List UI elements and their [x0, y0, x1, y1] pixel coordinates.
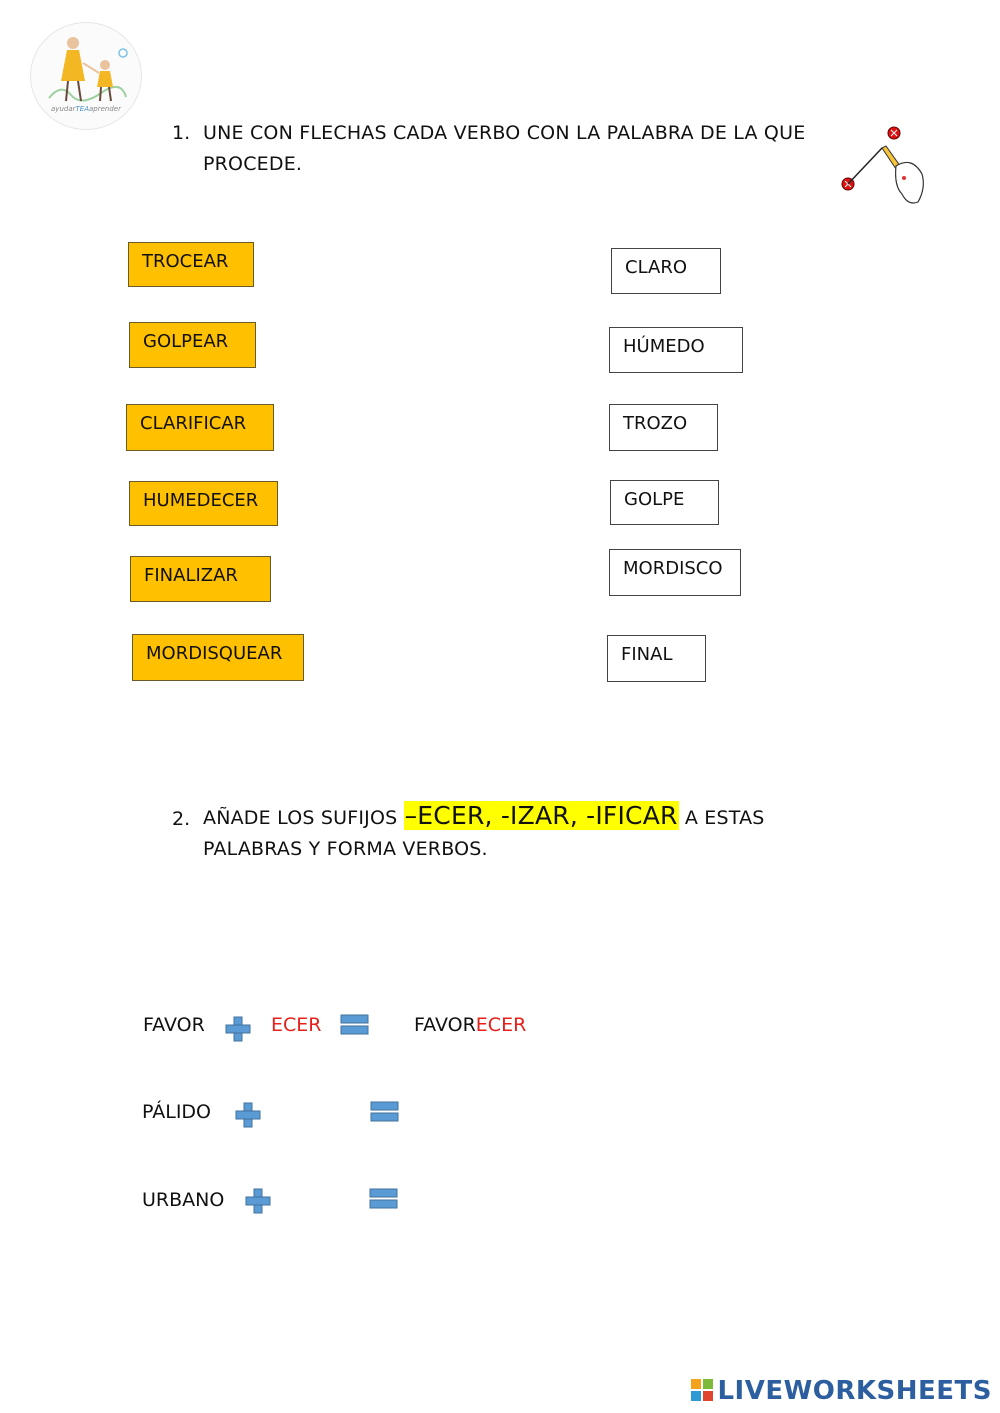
verb-box-trocear[interactable]: TROCEAR: [128, 242, 254, 287]
word-box-claro[interactable]: CLARO: [611, 248, 721, 294]
equals-icon: [370, 1100, 400, 1124]
row-2-word: PÁLIDO: [142, 1101, 212, 1123]
row-1-word: FAVOR: [143, 1014, 205, 1036]
logo-caption: ayudarTEAaprender: [51, 105, 121, 113]
liveworksheets-brand-text: LIVEWORKSHEETS: [717, 1376, 992, 1406]
row-3-word: URBANO: [142, 1189, 225, 1211]
logo: [30, 22, 142, 130]
liveworksheets-logo-icon: [691, 1379, 713, 1401]
question-2-text: [203, 800, 765, 865]
verb-box-mordisquear[interactable]: MORDISQUEAR: [132, 634, 304, 681]
plus-icon: [235, 1102, 261, 1128]
row-3-result-input[interactable]: [414, 1189, 564, 1215]
suffixes-highlight: –ECER, -IZAR, -IFICAR: [404, 801, 678, 830]
logo-image: [31, 23, 141, 129]
plus-icon: [245, 1188, 271, 1214]
word-box-mordisco[interactable]: MORDISCO: [609, 549, 741, 596]
verb-box-finalizar[interactable]: FINALIZAR: [130, 556, 271, 602]
verb-box-golpear[interactable]: GOLPEAR: [129, 322, 256, 368]
equals-icon: [369, 1187, 399, 1211]
pencil-hand-icon: [836, 122, 930, 210]
word-box-golpe[interactable]: GOLPE: [610, 480, 719, 525]
question-2-line-1: AÑADE LOS SUFIJOS –ECER, -IZAR, -IFICAR A ESTAS: [203, 801, 765, 830]
verb-box-clarificar[interactable]: CLARIFICAR: [126, 404, 274, 451]
liveworksheets-brand: [691, 1376, 992, 1406]
word-box-humedo[interactable]: HÚMEDO: [609, 327, 743, 373]
plus-icon: [225, 1016, 251, 1042]
word-box-final[interactable]: FINAL: [607, 635, 706, 682]
question-2-number: 2.: [172, 808, 191, 830]
row-3-suffix-input[interactable]: [285, 1189, 345, 1215]
verb-box-humedecer[interactable]: HUMEDECER: [129, 481, 278, 526]
question-1-text: [203, 118, 805, 180]
word-box-trozo[interactable]: TROZO: [609, 404, 718, 451]
row-1-result-input[interactable]: FAVORECER: [414, 1014, 527, 1036]
question-1-line-2: PROCEDE.: [203, 153, 303, 175]
row-2-suffix-input[interactable]: [271, 1101, 331, 1127]
row-2-result-input[interactable]: [414, 1101, 564, 1127]
question-1-number: 1.: [172, 122, 191, 144]
question-1-line-1: UNE CON FLECHAS CADA VERBO CON LA PALABRA DE LA QUE: [203, 122, 806, 144]
question-2-line-2: PALABRAS Y FORMA VERBOS.: [203, 838, 488, 860]
equals-icon: [340, 1013, 370, 1037]
row-1-suffix-input[interactable]: ECER: [271, 1014, 322, 1036]
